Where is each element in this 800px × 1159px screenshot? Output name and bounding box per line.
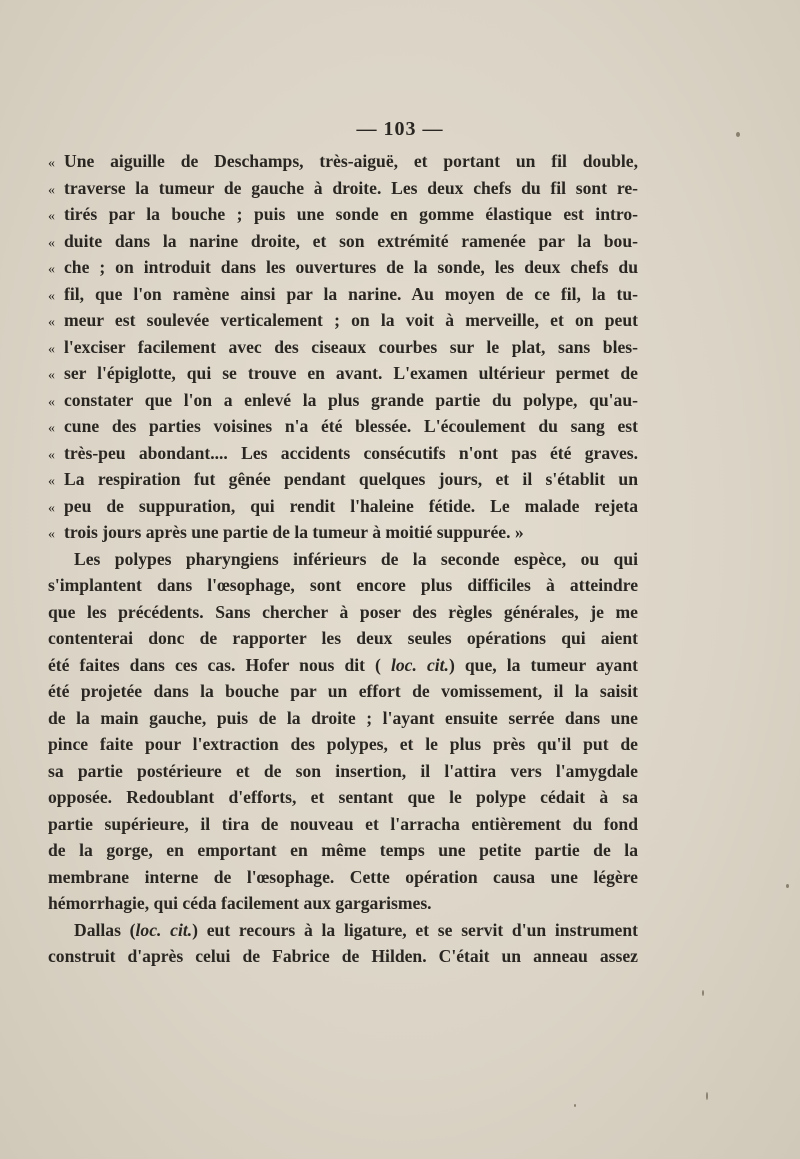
line-text: cune des parties voisines n'a été blessée. L'écoulement du sang est (64, 416, 638, 436)
quote-mark: « (48, 288, 55, 304)
line-text: ser l'épiglotte, qui se trouve en avant. L'examen ultérieur permet de (64, 363, 638, 383)
line-text: Dallas ( (74, 919, 136, 940)
line-text: Une aiguille de Deschamps, très-aiguë, et portant un fil double, (64, 151, 638, 171)
line-text: l'exciser facilement avec des ciseaux courbes sur le plat, sans bles- (64, 336, 638, 357)
line-text: construit d'après celui de Fabrice de Hilden. C'était un anneau assez (48, 946, 638, 966)
line-text: que les précédents. Sans chercher à poser des règles générales, je me (48, 601, 638, 622)
text-line (48, 307, 638, 334)
line-text: Les polypes pharyngiens inférieurs de la seconde espèce, ou qui (74, 548, 638, 569)
text-line (48, 546, 638, 573)
line-text: été projetée dans la bouche par un effort de vomissement, il la saisit (48, 681, 638, 701)
quote-mark: « (48, 262, 55, 277)
line-text: ) eut recours à la ligature, et se servit d'un instrument (192, 919, 638, 940)
line-text: de la main gauche, puis de la droite ; l'ayant ensuite serrée dans une (48, 707, 638, 728)
line-text: s'implantent dans l'œsophage, sont encore plus difficiles à atteindre (48, 575, 638, 595)
line-text: membrane interne de l'œsophage. Cette opération causa une légère (48, 866, 638, 887)
text-line (48, 917, 638, 944)
line-text: traverse la tumeur de gauche à droite. Les deux chefs du fil sont re- (64, 177, 638, 198)
text-line (48, 837, 638, 864)
text-line (48, 466, 638, 493)
citation-italic: loc. cit. (135, 919, 193, 940)
text-line (48, 175, 638, 202)
quote-mark: « (48, 341, 55, 357)
quote-mark: « (48, 235, 55, 251)
line-text: sa partie postérieure et de son insertion, il l'attira vers l'amygdale (48, 760, 638, 781)
quote-mark: « (48, 182, 55, 198)
text-line (48, 652, 638, 679)
text-line (48, 148, 638, 175)
text-line (48, 360, 638, 387)
text-line (48, 572, 638, 599)
quote-mark: « (48, 527, 55, 542)
page-number: — 103 — (356, 118, 444, 140)
line-text: peu de suppuration, qui rendit l'haleine fétide. Le malade rejeta (64, 495, 638, 516)
paper-speck (736, 132, 740, 137)
quote-mark: « (48, 474, 55, 489)
line-text: hémorrhagie, qui céda facilement aux gargarismes. (48, 893, 432, 913)
line-text: che ; on introduit dans les ouvertures de la sonde, les deux chefs du (64, 257, 638, 277)
paper-speck (702, 990, 704, 996)
text-line (48, 625, 638, 652)
line-text: La respiration fut gênée pendant quelques jours, et il s'établit un (64, 469, 638, 489)
line-text: contenterai donc de rapporter les deux seules opérations qui aient (48, 628, 638, 648)
line-text: été faites dans ces cas. Hofer nous dit ( (48, 654, 391, 675)
text-line (48, 228, 638, 255)
line-text: meur est soulevée verticalement ; on la voit à merveille, et on peut (64, 310, 638, 330)
text-line (48, 943, 638, 970)
quote-mark: « (48, 500, 55, 516)
body-text (48, 148, 638, 970)
text-line (48, 784, 638, 811)
text-line (48, 864, 638, 891)
quote-mark: « (48, 368, 55, 383)
text-line (48, 413, 638, 440)
paper-speck (574, 1104, 576, 1107)
quote-mark: « (48, 315, 55, 330)
text-line (48, 599, 638, 626)
text-line (48, 758, 638, 785)
text-line (48, 811, 638, 838)
text-line (48, 731, 638, 758)
citation-italic: loc. cit. (390, 654, 449, 675)
text-line (48, 519, 638, 546)
line-text: pince faite pour l'extraction des polypes, et le plus près qu'il put de (48, 734, 638, 754)
quote-mark: « (48, 394, 55, 410)
text-line (48, 281, 638, 308)
text-line (48, 334, 638, 361)
line-text: ) que, la tumeur ayant (448, 654, 638, 675)
quote-mark: « (48, 156, 55, 171)
text-line (48, 254, 638, 281)
paper-speck (786, 884, 789, 888)
quote-mark: « (48, 447, 55, 463)
text-line (48, 440, 638, 467)
line-text: opposée. Redoublant d'efforts, et sentant que le polype cédait à sa (48, 787, 638, 807)
quote-mark: « (48, 421, 55, 436)
line-text: de la gorge, en emportant en même temps une petite partie de la (48, 840, 638, 860)
text-line (48, 678, 638, 705)
quote-mark: « (48, 209, 55, 224)
line-text: partie supérieure, il tira de nouveau et l'arracha entièrement du fond (48, 813, 638, 834)
text-line (48, 493, 638, 520)
text-line (48, 890, 638, 917)
text-line (48, 705, 638, 732)
text-line (48, 387, 638, 414)
line-text: très-peu abondant.... Les accidents consécutifs n'ont pas été graves. (64, 442, 638, 463)
line-text: trois jours après une partie de la tumeur à moitié suppurée. » (64, 522, 524, 542)
line-text: fil, que l'on ramène ainsi par la narine. Au moyen de ce fil, la tu- (64, 283, 638, 304)
paper-speck (706, 1092, 708, 1100)
line-text: constater que l'on a enlevé la plus grande partie du polype, qu'au- (64, 389, 638, 410)
line-text: tirés par la bouche ; puis une sonde en gomme élastique est intro- (64, 204, 638, 224)
line-text: duite dans la narine droite, et son extrémité ramenée par la bou- (64, 230, 638, 251)
text-line (48, 201, 638, 228)
